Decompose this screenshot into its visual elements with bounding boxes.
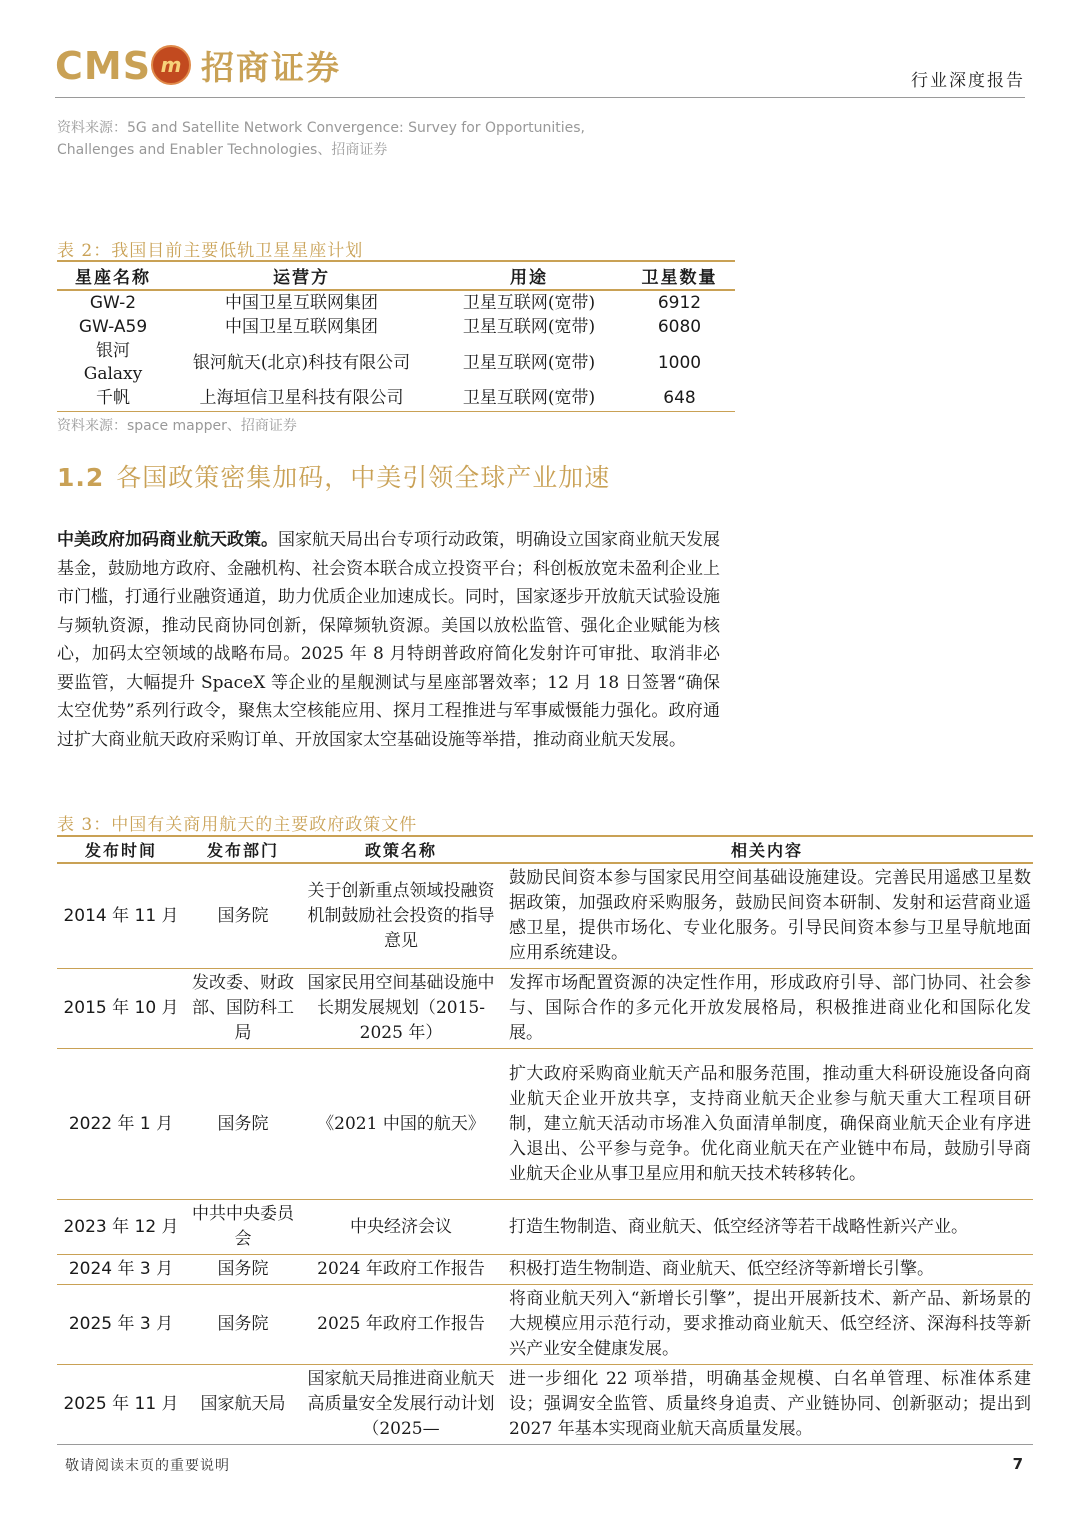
- use: 卫星互联网(宽带): [462, 352, 596, 373]
- footer-divider: [57, 1444, 1033, 1445]
- section-heading: [57, 458, 610, 494]
- table-row: [57, 1255, 1033, 1285]
- release-date: 2023 年 12 月: [57, 1200, 185, 1255]
- table-row: [57, 1285, 1033, 1365]
- logo-chinese-text: 招商证券: [201, 48, 341, 87]
- policy-name: 中央经济会议: [301, 1200, 501, 1255]
- table-row: [57, 863, 1033, 969]
- col-header-content: 相关内容: [501, 836, 1033, 863]
- section-title: 各国政策密集加码，中美引领全球产业加速: [116, 463, 611, 492]
- release-date: 2025 年 11 月: [57, 1365, 185, 1445]
- table-row: [57, 315, 735, 340]
- table-row: [57, 1200, 1033, 1255]
- release-dept: 国务院: [185, 863, 301, 969]
- policy-name: 2025 年政府工作报告: [301, 1285, 501, 1365]
- operator: 中国卫星互联网集团: [225, 292, 378, 313]
- operator: 上海垣信卫星科技有限公司: [169, 386, 434, 411]
- table-row: [57, 340, 735, 386]
- release-dept: 国务院: [185, 1285, 301, 1365]
- satellite-count: 1000: [657, 352, 702, 373]
- figure-source-note: 资料来源：5G and Satellite Network Convergence: Survey for Opportunities, Challenges and Enabler Technologies、招商证券: [57, 120, 585, 158]
- col-header-policy: 政策名称: [301, 836, 501, 863]
- release-dept: 中共中央委员会: [185, 1200, 301, 1255]
- table-row: [57, 969, 1033, 1049]
- table-row: [57, 386, 735, 411]
- col-header-dept: 发布部门: [185, 836, 301, 863]
- use: 卫星互联网(宽带): [462, 317, 596, 337]
- constellation-name: GW-A59: [78, 317, 148, 337]
- release-dept: 国务院: [185, 1049, 301, 1200]
- release-date: 2024 年 3 月: [57, 1255, 185, 1285]
- satellite-count: 6912: [657, 292, 702, 313]
- use: 卫星互联网(宽带): [434, 386, 624, 411]
- release-date: 2015 年 10 月: [57, 969, 185, 1049]
- release-dept: 发改委、财政部、国防科工局: [185, 969, 301, 1049]
- policy-name: 国家民用空间基础设施中长期发展规划（2015-2025 年）: [301, 969, 501, 1049]
- policy-name: 《2021 中国的航天》: [301, 1049, 501, 1200]
- page-header: [55, 40, 1025, 98]
- table2-caption: 表 2：我国目前主要低轨卫星星座计划: [57, 241, 364, 261]
- page-number: 7: [1012, 1455, 1023, 1473]
- policy-content: 扩大政府采购商业航天产品和服务范围，推动重大科研设施设备向商业航天企业开放共享，支持商业航天企业参与航天重大工程项目研制，建立航天活动市场准入负面清单制度，确保商业航天企业有序进入退出、公平参与竞争。优化商业航天在产业链中布局，鼓励引导商业航天企业从事卫星应用和航天技术转移转化。: [501, 1049, 1033, 1200]
- policy-name: 国家航天局推进商业航天高质量安全发展行动计划（2025—: [301, 1365, 501, 1445]
- table-row: [57, 1049, 1033, 1200]
- use: 卫星互联网(宽带): [462, 292, 596, 313]
- report-type-label: 行业深度报告: [911, 71, 1025, 91]
- policy-content: 鼓励民间资本参与国家民用空间基础设施建设。完善民用遥感卫星数据政策，加强政府采购服务，鼓励民间资本研制、发射和运营商业遥感卫星，提供市场化、专业化服务。引导民间资本参与卫星导航地面应用系统建设。: [501, 863, 1033, 969]
- satellite-count: 648: [624, 386, 735, 411]
- constellation-name: GW-2: [89, 292, 137, 313]
- constellation-name: 千帆: [57, 386, 169, 411]
- logo-badge-icon: m: [151, 45, 191, 85]
- release-dept: 国务院: [185, 1255, 301, 1285]
- col-header-name: 星座名称: [57, 261, 169, 290]
- body-paragraph: [57, 526, 720, 754]
- policy-content: 发挥市场配置资源的决定性作用，形成政府引导、部门协同、社会参与、国际合作的多元化开放发展格局，积极推进商业化和国际化发展。: [501, 969, 1033, 1049]
- footer-note: 敬请阅读末页的重要说明: [65, 1458, 230, 1474]
- release-date: 2025 年 3 月: [57, 1285, 185, 1365]
- table-header-row: [57, 261, 735, 290]
- table-header-row: [57, 836, 1033, 863]
- section-number: 1.2: [57, 463, 105, 492]
- policy-content: 将商业航天列入“新增长引擎”，提出开展新技术、新产品、新场景的大规模应用示范行动，要求推动商业航天、低空经济、深海科技等新兴产业安全健康发展。: [501, 1285, 1033, 1365]
- col-header-operator: 运营方: [169, 261, 434, 290]
- policy-name: 2024 年政府工作报告: [301, 1255, 501, 1285]
- policy-name: 关于创新重点领域投融资机制鼓励社会投资的指导意见: [301, 863, 501, 969]
- satellite-count: 6080: [657, 317, 702, 337]
- operator: 银河航天(北京)科技有限公司: [192, 352, 411, 373]
- paragraph-body: 国家航天局出台专项行动政策，明确设立国家商业航天发展基金，鼓励地方政府、金融机构、社会资本联合成立投资平台；科创板放宽未盈利企业上市门槛，打通行业融资通道，助力优质企业加速成长。同时，国家逐步开放航天试验设施与频轨资源，推动民商协同创新，保障频轨资源。美国以放松监管、强化企业赋能为核心，加码太空领域的战略布局。2025 年 8 月特朗普政府简化发射许可审批、取消非必要监管，大幅提升 SpaceX 等企业的星舰测试与星座部署效率；12 月 18 日签署“确保太空优势”系列行政令，聚焦太空核能应用、探月工程推进与军事威慑能力强化。政府通过扩大商业航天政府采购订单、开放国家太空基础设施等举措，推动商业航天发展。: [57, 530, 720, 750]
- policy-content: 积极打造生物制造、商业航天、低空经济等新增长引擎。: [501, 1255, 1033, 1285]
- policy-table: [57, 835, 1033, 1445]
- col-header-count: 卫星数量: [624, 261, 735, 290]
- table-row: [57, 1365, 1033, 1445]
- table-row: [57, 290, 735, 315]
- constellation-name: 银河 Galaxy: [83, 341, 143, 384]
- policy-content: 进一步细化 22 项举措，明确基金规模、白名单管理、标准体系建设；强调安全监管、质量终身追责、产业链协同、创新驱动；提出到 2027 年基本实现商业航天高质量发展。: [501, 1365, 1033, 1445]
- release-date: 2022 年 1 月: [57, 1049, 185, 1200]
- table3-caption: 表 3：中国有关商用航天的主要政府政策文件: [57, 815, 418, 835]
- paragraph-lead: 中美政府加码商业航天政策。: [57, 530, 278, 550]
- policy-content: 打造生物制造、商业航天、低空经济等若干战略性新兴产业。: [501, 1200, 1033, 1255]
- table2-source-note: 资料来源：space mapper、招商证券: [57, 418, 297, 434]
- release-date: 2014 年 11 月: [57, 863, 185, 969]
- logo-cms-text: CMS: [55, 44, 152, 88]
- col-header-date: 发布时间: [57, 836, 185, 863]
- constellation-table: [57, 260, 735, 412]
- col-header-use: 用途: [434, 261, 624, 290]
- operator: 中国卫星互联网集团: [225, 317, 378, 337]
- release-dept: 国家航天局: [185, 1365, 301, 1445]
